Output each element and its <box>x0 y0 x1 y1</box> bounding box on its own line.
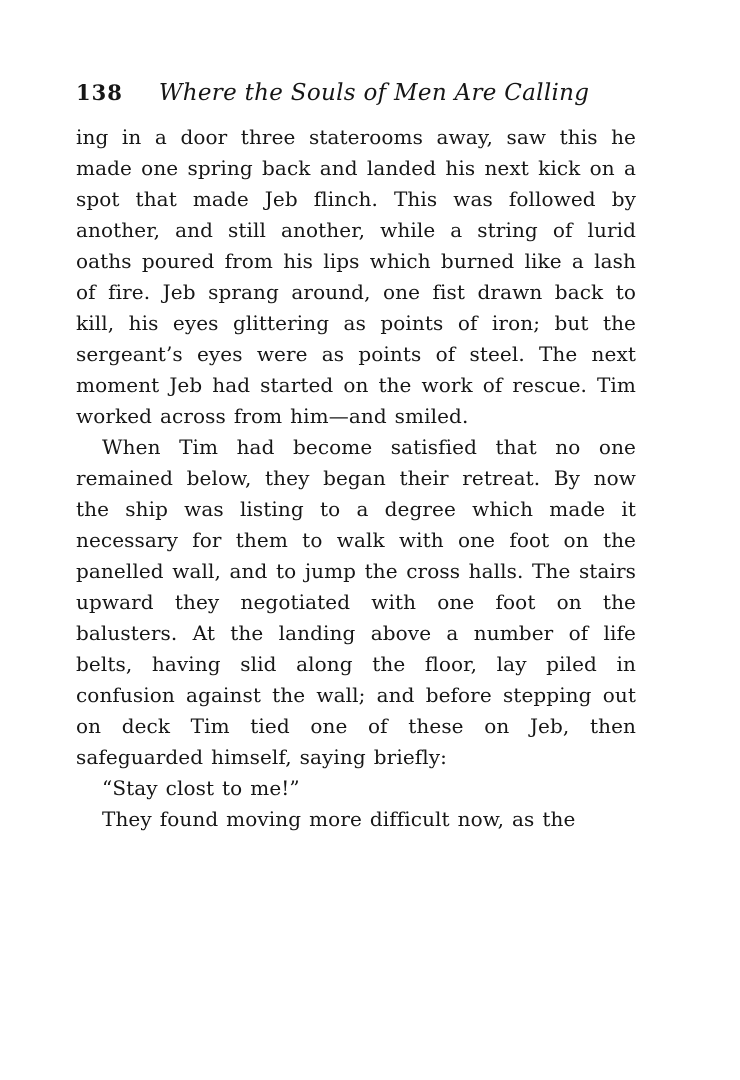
page-number: 138 <box>76 80 123 105</box>
text-block <box>76 80 636 835</box>
paragraph: They found moving more difficult now, as the <box>102 807 576 831</box>
paragraph: “Stay clost to me!” <box>102 776 300 800</box>
paragraph: ing in a door three staterooms away, saw this he made one spring back and landed his next kick on a spot that made Jeb flinch. This was followed by another, and still another, while a string of lurid oaths poured from his lips which burned like a lash of fire. Jeb sprang around, one fist drawn back to kill, his eyes glittering as points of iron; but the sergeant’s eyes were as points of steel. The next moment Jeb had started on the work of rescue. Tim worked across from him—and smiled. <box>76 125 636 428</box>
running-title: Where the Souls of Men Are Calling <box>158 80 590 106</box>
page-header <box>76 80 636 106</box>
page-body <box>76 122 636 835</box>
paragraph: When Tim had become satisfied that no one remained below, they began their retreat. By now the ship was listing to a degree which made it necessary for them to walk with one foot on the panelled wall, and to jump the cross halls. The stairs upward they negotiated with one foot on the balusters. At the landing above a number of life belts, having slid along the floor, lay piled in confusion against the wall; and before stepping out on deck Tim tied one of these on Jeb, then safeguarded himself, saying briefly: <box>76 435 636 769</box>
